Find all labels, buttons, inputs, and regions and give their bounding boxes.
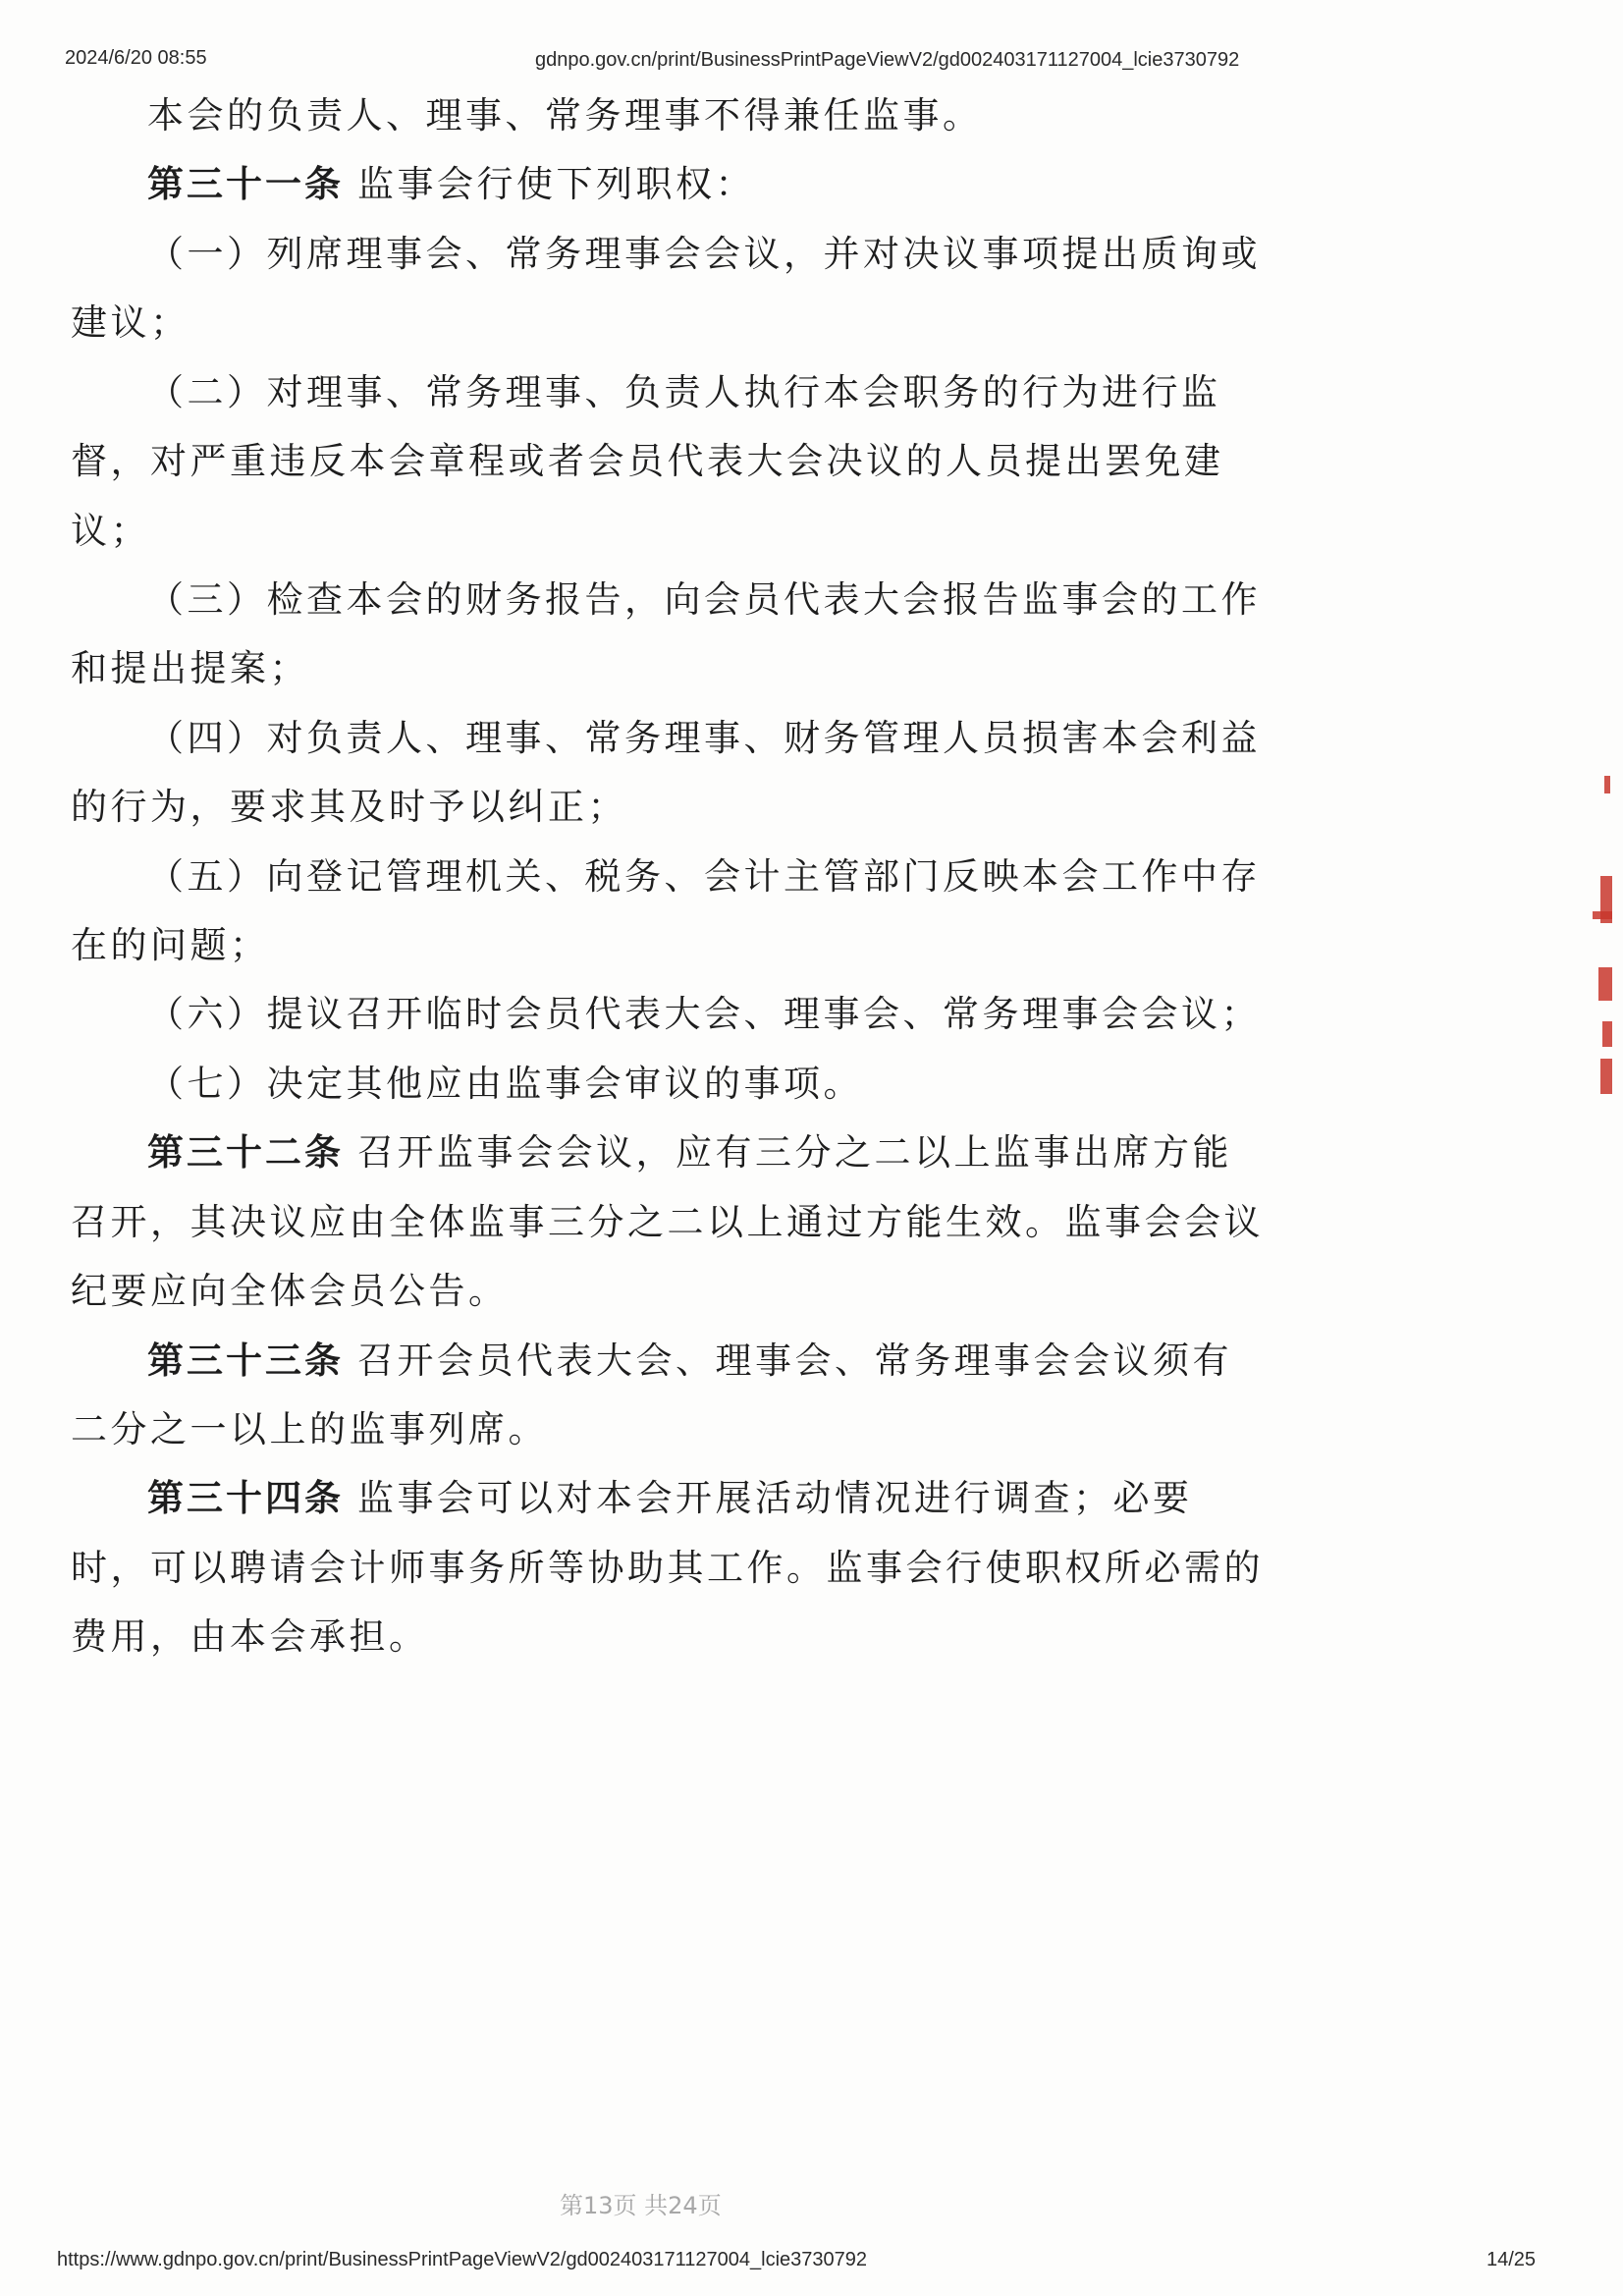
article-text: 召开监事会会议，应有三分之二以上监事出席方能 xyxy=(357,1131,1232,1174)
article-heading: 第三十二条 xyxy=(147,1131,344,1174)
article-text: 监事会可以对本会开展活动情况进行调查；必要 xyxy=(357,1477,1193,1519)
text-line: 纪要应向全体会员公告。 xyxy=(71,1270,509,1312)
print-header-url: gdnpo.gov.cn/print/BusinessPrintPageViewV2/gd002403171127004_lcie3730792 xyxy=(535,49,1240,71)
print-footer-url: https://www.gdnpo.gov.cn/print/BusinessPrintPageViewV2/gd002403171127004_lcie3730792 xyxy=(57,2249,868,2270)
text-line: 召开，其决议应由全体监事三分之二以上通过方能生效。监事会会议 xyxy=(71,1201,1264,1243)
article-32 xyxy=(147,1133,1232,1173)
text-line: （七）决定其他应由监事会审议的事项。 xyxy=(147,1063,863,1105)
article-text: 召开会员代表大会、理事会、常务理事会会议须有 xyxy=(357,1339,1232,1382)
print-datetime: 2024/6/20 08:55 xyxy=(65,47,207,69)
text-line: 费用，由本会承担。 xyxy=(71,1615,429,1658)
article-heading: 第三十一条 xyxy=(147,163,344,205)
article-heading: 第三十四条 xyxy=(147,1477,344,1519)
text-line: 本会的负责人、理事、常务理事不得兼任监事。 xyxy=(147,94,983,137)
text-line: （六）提议召开临时会员代表大会、理事会、常务理事会会议； xyxy=(147,993,1261,1035)
article-heading: 第三十三条 xyxy=(147,1339,344,1382)
article-text: 监事会行使下列职权： xyxy=(357,163,755,205)
text-line: 议； xyxy=(71,510,150,552)
article-31 xyxy=(147,165,755,204)
text-line: 督，对严重违反本会章程或者会员代表大会决议的人员提出罢免建 xyxy=(71,440,1224,482)
text-line: 在的问题； xyxy=(71,924,270,966)
text-line: 时，可以聘请会计师事务所等协助其工作。监事会行使职权所必需的 xyxy=(71,1547,1264,1589)
text-line: 二分之一以上的监事列席。 xyxy=(71,1408,548,1450)
page-marker: 第13页 共24页 xyxy=(560,2192,722,2219)
article-33 xyxy=(147,1341,1232,1381)
text-line: （一）列席理事会、常务理事会会议，并对决议事项提出质询或 xyxy=(147,233,1261,275)
text-line: 的行为，要求其及时予以纠正； xyxy=(71,786,627,828)
text-line: （二）对理事、常务理事、负责人执行本会职务的行为进行监 xyxy=(147,371,1221,413)
text-line: （三）检查本会的财务报告，向会员代表大会报告监事会的工作 xyxy=(147,578,1261,621)
article-34 xyxy=(147,1479,1193,1518)
text-line: 和提出提案； xyxy=(71,647,309,689)
print-page-number: 14/25 xyxy=(1487,2249,1537,2270)
text-line: （四）对负责人、理事、常务理事、财务管理人员损害本会利益 xyxy=(147,717,1261,759)
text-line: 建议； xyxy=(71,301,190,344)
text-line: （五）向登记管理机关、税务、会计主管部门反映本会工作中存 xyxy=(147,855,1261,898)
